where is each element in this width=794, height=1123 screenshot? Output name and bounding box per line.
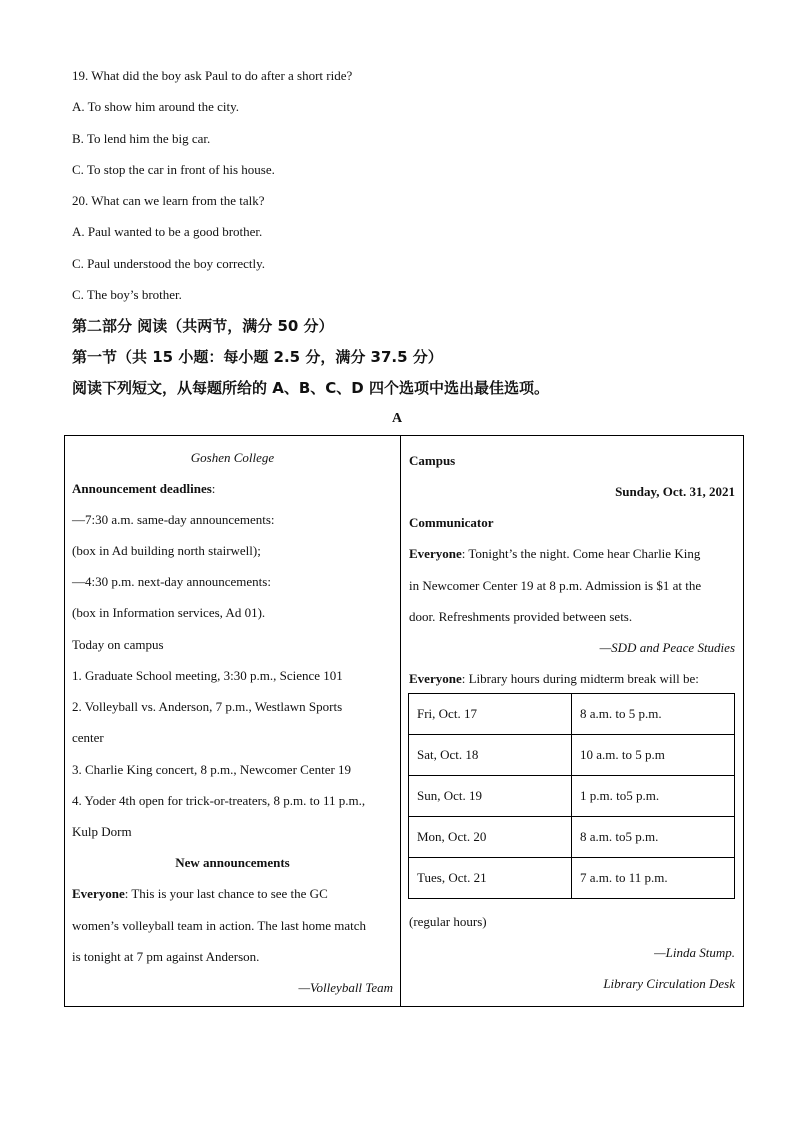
campus-item-2-cont: center bbox=[72, 730, 104, 745]
campus-item-4-cont: Kulp Dorm bbox=[72, 824, 132, 839]
deadlines-colon: : bbox=[211, 481, 216, 496]
question-19: 19. What did the boy ask Paul to do after a short ride? bbox=[72, 68, 353, 83]
day-cell: Mon, Oct. 20 bbox=[409, 817, 572, 858]
announcement-text-1: : This is your last chance to see the GC bbox=[124, 886, 328, 901]
deadline-line-1: —7:30 a.m. same-day announcements: bbox=[72, 512, 275, 527]
table-row bbox=[409, 817, 735, 858]
day-cell: Fri, Oct. 17 bbox=[409, 694, 572, 735]
time-cell: 1 p.m. to5 p.m. bbox=[572, 776, 735, 817]
deadline-line-3: —4:30 p.m. next-day announcements: bbox=[72, 574, 271, 589]
sdd-signature: —SDD and Peace Studies bbox=[599, 640, 735, 655]
table-row bbox=[409, 735, 735, 776]
question-20: 20. What can we learn from the talk? bbox=[72, 193, 265, 208]
day-cell: Sun, Oct. 19 bbox=[409, 776, 572, 817]
everyone-label: Everyone bbox=[409, 546, 462, 561]
time-cell: 7 a.m. to 11 p.m. bbox=[572, 858, 735, 899]
library-hours-table bbox=[408, 693, 735, 899]
deadlines-label: Announcement deadlines bbox=[72, 481, 212, 496]
announcement-line-2: women’s volleyball team in action. The last home match bbox=[72, 918, 366, 933]
campus-item-2: 2. Volleyball vs. Anderson, 7 p.m., Westlawn Sports bbox=[72, 699, 343, 714]
volleyball-signature: —Volleyball Team bbox=[298, 980, 393, 995]
campus-item-1: 1. Graduate School meeting, 3:30 p.m., Science 101 bbox=[72, 668, 343, 683]
everyone-label: Everyone bbox=[72, 886, 125, 901]
date: Sunday, Oct. 31, 2021 bbox=[615, 484, 735, 499]
communicator-heading: Communicator bbox=[409, 515, 494, 530]
time-cell: 8 a.m. to5 p.m. bbox=[572, 817, 735, 858]
table-row bbox=[409, 694, 735, 735]
circulation-desk-signature: Library Circulation Desk bbox=[603, 976, 735, 991]
announcement-line-3: is tonight at 7 pm against Anderson. bbox=[72, 949, 260, 964]
campus-item-3: 3. Charlie King concert, 8 p.m., Newcomer Center 19 bbox=[72, 762, 352, 777]
part-title: 第二部分 阅读（共两节，满分 50 分） bbox=[72, 317, 334, 335]
new-announcements-heading: New announcements bbox=[175, 855, 290, 870]
linda-signature: —Linda Stump. bbox=[654, 945, 735, 960]
time-cell: 8 a.m. to 5 p.m. bbox=[572, 694, 735, 735]
option-20b: C. Paul understood the boy correctly. bbox=[72, 256, 266, 271]
passage-label: A bbox=[391, 411, 403, 426]
table-row bbox=[409, 776, 735, 817]
option-19c: C. To stop the car in front of his house. bbox=[72, 162, 275, 177]
campus-item-4: 4. Yoder 4th open for trick-or-treaters, 8 p.m. to 11 p.m., bbox=[72, 793, 366, 808]
everyone-label: Everyone bbox=[409, 671, 462, 686]
table-row bbox=[409, 858, 735, 899]
library-text: : Library hours during midterm break will be: bbox=[461, 671, 699, 686]
option-20a: A. Paul wanted to be a good brother. bbox=[72, 224, 263, 239]
deadlines-heading bbox=[72, 481, 215, 497]
regular-hours-note: (regular hours) bbox=[409, 914, 487, 929]
notice-line-2: in Newcomer Center 19 at 8 p.m. Admission is $1 at the bbox=[409, 578, 702, 593]
subsection-title: 第一节（共 15 小题：每小题 2.5 分，满分 37.5 分） bbox=[72, 348, 443, 366]
column-divider bbox=[400, 435, 401, 1007]
deadline-line-2: (box in Ad building north stairwell); bbox=[72, 543, 261, 558]
today-heading: Today on campus bbox=[72, 637, 164, 652]
time-cell: 10 a.m. to 5 p.m bbox=[572, 735, 735, 776]
library-line bbox=[409, 671, 699, 687]
announcement-line-1 bbox=[72, 886, 328, 902]
notice-line-1 bbox=[409, 546, 700, 562]
day-cell: Sat, Oct. 18 bbox=[409, 735, 572, 776]
campus-heading: Campus bbox=[409, 453, 456, 468]
option-19b: B. To lend him the big car. bbox=[72, 131, 211, 146]
day-cell: Tues, Oct. 21 bbox=[409, 858, 572, 899]
college-name: Goshen College bbox=[190, 450, 275, 465]
option-20c: C. The boy’s brother. bbox=[72, 287, 182, 302]
instruction: 阅读下列短文，从每题所给的 A、B、C、D 四个选项中选出最佳选项。 bbox=[72, 379, 549, 397]
notice-text-1: : Tonight’s the night. Come hear Charlie King bbox=[461, 546, 701, 561]
deadline-line-4: (box in Information services, Ad 01). bbox=[72, 605, 266, 620]
notice-line-3: door. Refreshments provided between sets. bbox=[409, 609, 633, 624]
option-19a: A. To show him around the city. bbox=[72, 99, 239, 114]
